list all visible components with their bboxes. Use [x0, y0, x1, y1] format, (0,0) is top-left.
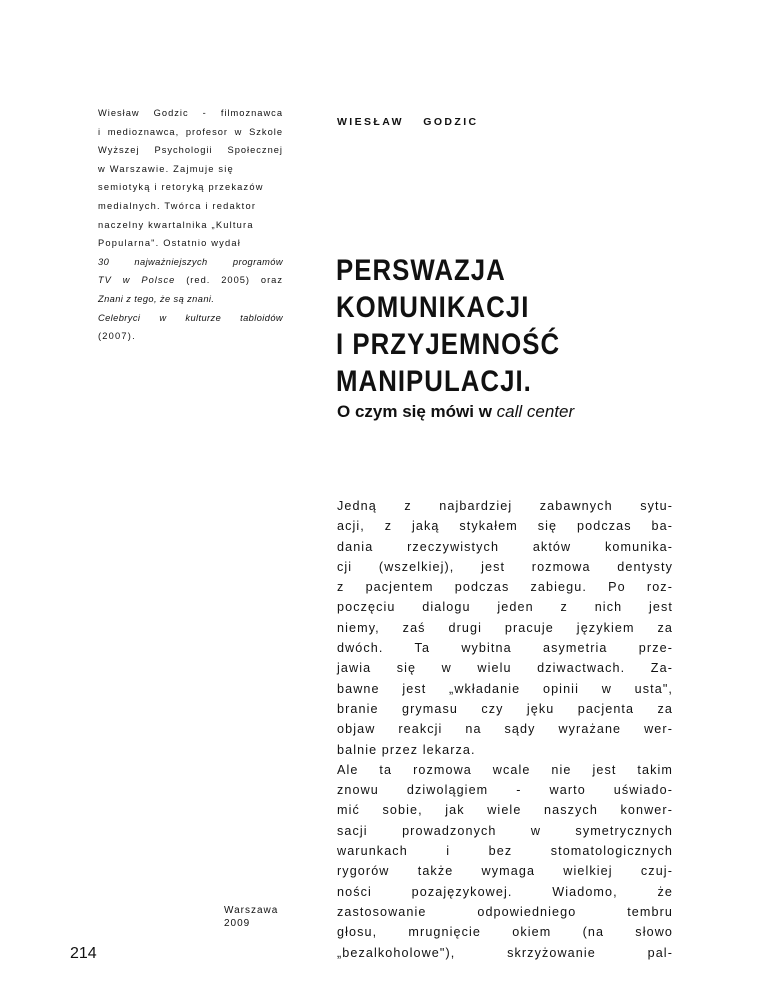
body-line: „bezalkoholowe"), skrzyżowanie pal- [337, 945, 673, 960]
body-line: poczęciu dialogu jeden z nich jest [337, 600, 673, 615]
bio-line [98, 271, 283, 290]
article-body [337, 496, 673, 963]
bio-book-title: TV w Polsce [98, 275, 176, 286]
body-line: rygorów także wymaga wielkiej czuj- [337, 864, 673, 879]
bio-line: Znani z tego, że są znani. [98, 293, 215, 304]
subtitle-text: O czym się mówi w [337, 402, 497, 421]
publication-info [224, 904, 278, 930]
article-subtitle [337, 402, 574, 422]
body-line: Ale ta rozmowa wcale nie jest takim [337, 762, 673, 777]
bio-line: naczelny kwartalnika „Kultura [98, 219, 254, 230]
body-line: ności pozajęzykowej. Wiadomo, że [337, 884, 673, 899]
body-line: balnie przez lekarza. [337, 742, 476, 757]
body-line: dwóch. Ta wybitna asymetria prze- [337, 641, 673, 656]
publication-year: 2009 [224, 918, 251, 929]
article-title [336, 252, 597, 400]
title-line: I PRZYJEMNOŚĆ [336, 328, 561, 361]
body-line: dania rzeczywistych aktów komunika- [337, 539, 673, 554]
title-line: PERSWAZJA [336, 254, 506, 287]
bio-text: (red. 2005) oraz [175, 275, 283, 286]
bio-line: semiotyką i retoryką przekazów [98, 182, 264, 193]
subtitle-italic: call center [496, 402, 575, 421]
author-bio [98, 104, 283, 346]
bio-line: Wiesław Godzic - filmoznawca [98, 108, 283, 118]
bio-line: Popularna". Ostatnio wydał [98, 238, 242, 249]
bio-line: w Warszawie. Zajmuje się [98, 163, 234, 174]
body-line: Jedną z najbardziej zabawnych sytu- [337, 499, 673, 513]
body-line: jawia się w wielu dziwactwach. Za- [337, 661, 673, 676]
author-name: WIESŁAW GODZIC [337, 116, 479, 128]
title-line: KOMUNIKACJI [336, 291, 530, 324]
bio-line: Wyższej Psychologii Społecznej [98, 145, 283, 156]
body-line: cji (wszelkiej), jest rozmowa dentysty [337, 559, 673, 574]
publication-place: Warszawa [224, 905, 279, 916]
page-number: 214 [70, 945, 97, 962]
body-line: zastosowanie odpowiedniego tembru [337, 904, 673, 919]
body-line: warunkach i bez stomatologicznych [337, 844, 673, 859]
body-line: sacji prowadzonych w symetrycznych [337, 823, 673, 838]
bio-line: (2007). [98, 331, 136, 342]
bio-line: medialnych. Twórca i redaktor [98, 200, 257, 211]
bio-line: i medioznawca, profesor w Szkole [98, 126, 283, 137]
body-line: branie grymasu czy jęku pacjenta za [337, 701, 673, 716]
body-line: znowu dziwolągiem - warto uświado- [337, 783, 673, 798]
body-line: objaw reakcji na sądy wyrażane wer- [337, 722, 673, 737]
title-line: MANIPULACJI. [336, 365, 532, 398]
body-line: mić sobie, jak wiele naszych konwer- [337, 803, 673, 818]
body-line: głosu, mrugnięcie okiem (na słowo [337, 925, 673, 940]
bio-line: 30 najważniejszych programów [98, 256, 283, 267]
bio-line: Celebryci w kulturze tabloidów [98, 312, 283, 323]
body-line: acji, z jaką stykałem się podczas ba- [337, 519, 673, 534]
body-line: bawne jest „wkładanie opinii w usta", [337, 681, 673, 696]
body-line: niemy, zaś drugi pracuje językiem za [337, 620, 673, 635]
body-line: z pacjentem podczas zabiegu. Po roz- [337, 580, 673, 595]
